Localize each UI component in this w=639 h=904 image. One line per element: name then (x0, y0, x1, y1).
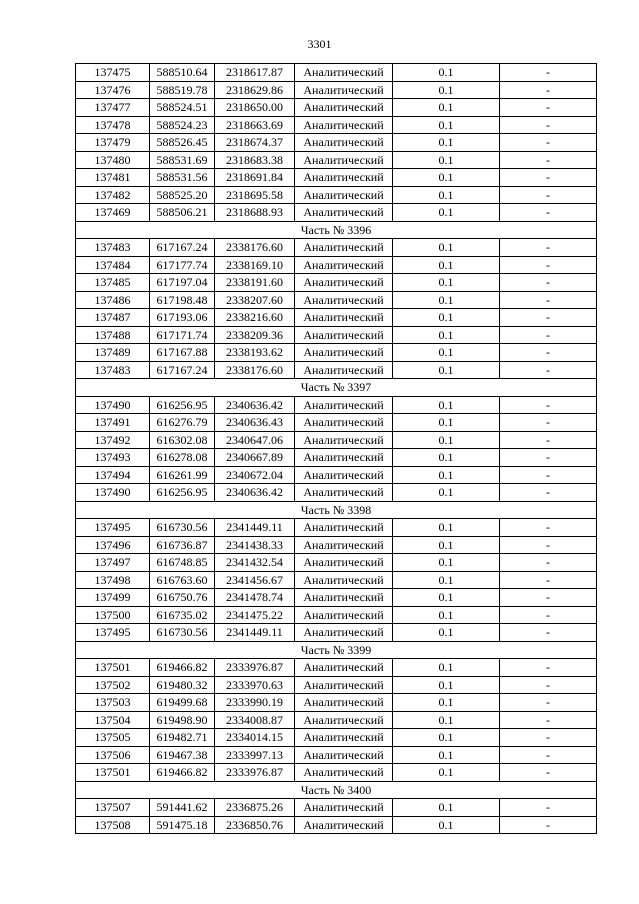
accuracy-cell: 0.1 (393, 64, 500, 82)
x-coordinate-cell: 617171.74 (150, 326, 215, 344)
y-coordinate-cell: 2333976.87 (215, 764, 295, 782)
x-coordinate-cell: 591475.18 (150, 816, 215, 834)
note-cell: - (500, 344, 597, 362)
point-number-cell: 137490 (76, 484, 150, 502)
table-row (76, 606, 597, 624)
table-row (76, 519, 597, 537)
y-coordinate-cell: 2338193.62 (215, 344, 295, 362)
point-number-cell: 137491 (76, 414, 150, 432)
y-coordinate-cell: 2338176.60 (215, 239, 295, 257)
table-row (76, 309, 597, 327)
method-cell: Аналитический (295, 186, 393, 204)
section-title: Часть № 3396 (76, 221, 597, 239)
method-cell: Аналитический (295, 519, 393, 537)
x-coordinate-cell: 588525.20 (150, 186, 215, 204)
note-cell: - (500, 519, 597, 537)
note-cell: - (500, 694, 597, 712)
table-row (76, 291, 597, 309)
table-row (76, 204, 597, 222)
note-cell: - (500, 291, 597, 309)
method-cell: Аналитический (295, 746, 393, 764)
coordinates-table-body (76, 64, 597, 834)
method-cell: Аналитический (295, 116, 393, 134)
accuracy-cell: 0.1 (393, 606, 500, 624)
x-coordinate-cell: 588510.64 (150, 64, 215, 82)
y-coordinate-cell: 2340667.89 (215, 449, 295, 467)
method-cell: Аналитический (295, 729, 393, 747)
method-cell: Аналитический (295, 624, 393, 642)
table-row (76, 186, 597, 204)
y-coordinate-cell: 2338169.10 (215, 256, 295, 274)
method-cell: Аналитический (295, 151, 393, 169)
x-coordinate-cell: 588506.21 (150, 204, 215, 222)
note-cell: - (500, 589, 597, 607)
accuracy-cell: 0.1 (393, 186, 500, 204)
note-cell: - (500, 361, 597, 379)
point-number-cell: 137483 (76, 239, 150, 257)
note-cell: - (500, 484, 597, 502)
note-cell: - (500, 151, 597, 169)
point-number-cell: 137498 (76, 571, 150, 589)
point-number-cell: 137494 (76, 466, 150, 484)
y-coordinate-cell: 2340636.43 (215, 414, 295, 432)
note-cell: - (500, 134, 597, 152)
point-number-cell: 137496 (76, 536, 150, 554)
y-coordinate-cell: 2318695.58 (215, 186, 295, 204)
method-cell: Аналитический (295, 816, 393, 834)
point-number-cell: 137501 (76, 764, 150, 782)
table-row (76, 694, 597, 712)
table-row (76, 816, 597, 834)
table-row (76, 449, 597, 467)
accuracy-cell: 0.1 (393, 291, 500, 309)
accuracy-cell: 0.1 (393, 396, 500, 414)
x-coordinate-cell: 588519.78 (150, 81, 215, 99)
x-coordinate-cell: 616750.76 (150, 589, 215, 607)
note-cell: - (500, 816, 597, 834)
point-number-cell: 137481 (76, 169, 150, 187)
x-coordinate-cell: 616302.08 (150, 431, 215, 449)
table-row (76, 589, 597, 607)
table-row (76, 659, 597, 677)
note-cell: - (500, 169, 597, 187)
accuracy-cell: 0.1 (393, 816, 500, 834)
note-cell: - (500, 309, 597, 327)
note-cell: - (500, 659, 597, 677)
x-coordinate-cell: 616730.56 (150, 624, 215, 642)
y-coordinate-cell: 2338209.36 (215, 326, 295, 344)
table-row (76, 361, 597, 379)
point-number-cell: 137482 (76, 186, 150, 204)
section-title: Часть № 3398 (76, 501, 597, 519)
x-coordinate-cell: 616261.99 (150, 466, 215, 484)
method-cell: Аналитический (295, 81, 393, 99)
table-row (76, 711, 597, 729)
point-number-cell: 137497 (76, 554, 150, 572)
x-coordinate-cell: 619466.82 (150, 764, 215, 782)
method-cell: Аналитический (295, 99, 393, 117)
note-cell: - (500, 99, 597, 117)
table-row (76, 274, 597, 292)
section-header-row (76, 781, 597, 799)
method-cell: Аналитический (295, 326, 393, 344)
accuracy-cell: 0.1 (393, 134, 500, 152)
y-coordinate-cell: 2340636.42 (215, 484, 295, 502)
y-coordinate-cell: 2318650.00 (215, 99, 295, 117)
accuracy-cell: 0.1 (393, 536, 500, 554)
y-coordinate-cell: 2318674.37 (215, 134, 295, 152)
method-cell: Аналитический (295, 309, 393, 327)
point-number-cell: 137483 (76, 361, 150, 379)
accuracy-cell: 0.1 (393, 729, 500, 747)
y-coordinate-cell: 2340647.06 (215, 431, 295, 449)
y-coordinate-cell: 2340636.42 (215, 396, 295, 414)
x-coordinate-cell: 619480.32 (150, 676, 215, 694)
method-cell: Аналитический (295, 659, 393, 677)
table-row (76, 746, 597, 764)
point-number-cell: 137486 (76, 291, 150, 309)
x-coordinate-cell: 616278.08 (150, 449, 215, 467)
section-header-row (76, 379, 597, 397)
point-number-cell: 137484 (76, 256, 150, 274)
note-cell: - (500, 571, 597, 589)
accuracy-cell: 0.1 (393, 799, 500, 817)
accuracy-cell: 0.1 (393, 589, 500, 607)
page-number: 3301 (307, 37, 332, 51)
accuracy-cell: 0.1 (393, 676, 500, 694)
note-cell: - (500, 204, 597, 222)
x-coordinate-cell: 619482.71 (150, 729, 215, 747)
accuracy-cell: 0.1 (393, 361, 500, 379)
y-coordinate-cell: 2341475.22 (215, 606, 295, 624)
method-cell: Аналитический (295, 414, 393, 432)
y-coordinate-cell: 2318629.86 (215, 81, 295, 99)
table-row (76, 799, 597, 817)
method-cell: Аналитический (295, 554, 393, 572)
y-coordinate-cell: 2318663.69 (215, 116, 295, 134)
method-cell: Аналитический (295, 256, 393, 274)
note-cell: - (500, 764, 597, 782)
table-row (76, 624, 597, 642)
method-cell: Аналитический (295, 571, 393, 589)
section-title: Часть № 3399 (76, 641, 597, 659)
x-coordinate-cell: 616256.95 (150, 484, 215, 502)
x-coordinate-cell: 617167.24 (150, 239, 215, 257)
x-coordinate-cell: 588524.23 (150, 116, 215, 134)
point-number-cell: 137477 (76, 99, 150, 117)
method-cell: Аналитический (295, 239, 393, 257)
table-row (76, 326, 597, 344)
accuracy-cell: 0.1 (393, 746, 500, 764)
method-cell: Аналитический (295, 396, 393, 414)
x-coordinate-cell: 588526.45 (150, 134, 215, 152)
y-coordinate-cell: 2336850.76 (215, 816, 295, 834)
point-number-cell: 137489 (76, 344, 150, 362)
table-row (76, 764, 597, 782)
table-row (76, 414, 597, 432)
table-row (76, 484, 597, 502)
point-number-cell: 137475 (76, 64, 150, 82)
x-coordinate-cell: 617193.06 (150, 309, 215, 327)
x-coordinate-cell: 617167.24 (150, 361, 215, 379)
y-coordinate-cell: 2333976.87 (215, 659, 295, 677)
point-number-cell: 137488 (76, 326, 150, 344)
accuracy-cell: 0.1 (393, 81, 500, 99)
accuracy-cell: 0.1 (393, 344, 500, 362)
note-cell: - (500, 676, 597, 694)
y-coordinate-cell: 2341432.54 (215, 554, 295, 572)
x-coordinate-cell: 619466.82 (150, 659, 215, 677)
y-coordinate-cell: 2318617.87 (215, 64, 295, 82)
method-cell: Аналитический (295, 361, 393, 379)
y-coordinate-cell: 2341456.67 (215, 571, 295, 589)
x-coordinate-cell: 616748.85 (150, 554, 215, 572)
table-row (76, 134, 597, 152)
x-coordinate-cell: 588531.69 (150, 151, 215, 169)
method-cell: Аналитический (295, 764, 393, 782)
note-cell: - (500, 414, 597, 432)
accuracy-cell: 0.1 (393, 309, 500, 327)
note-cell: - (500, 256, 597, 274)
accuracy-cell: 0.1 (393, 169, 500, 187)
y-coordinate-cell: 2318683.38 (215, 151, 295, 169)
method-cell: Аналитический (295, 274, 393, 292)
note-cell: - (500, 624, 597, 642)
method-cell: Аналитический (295, 694, 393, 712)
accuracy-cell: 0.1 (393, 624, 500, 642)
point-number-cell: 137485 (76, 274, 150, 292)
y-coordinate-cell: 2318691.84 (215, 169, 295, 187)
x-coordinate-cell: 619499.68 (150, 694, 215, 712)
note-cell: - (500, 449, 597, 467)
table-row (76, 256, 597, 274)
note-cell: - (500, 186, 597, 204)
section-header-row (76, 501, 597, 519)
accuracy-cell: 0.1 (393, 449, 500, 467)
accuracy-cell: 0.1 (393, 554, 500, 572)
note-cell: - (500, 746, 597, 764)
table-row (76, 344, 597, 362)
point-number-cell: 137495 (76, 624, 150, 642)
accuracy-cell: 0.1 (393, 431, 500, 449)
table-row (76, 64, 597, 82)
y-coordinate-cell: 2338216.60 (215, 309, 295, 327)
note-cell: - (500, 466, 597, 484)
note-cell: - (500, 239, 597, 257)
note-cell: - (500, 81, 597, 99)
note-cell: - (500, 64, 597, 82)
x-coordinate-cell: 619467.38 (150, 746, 215, 764)
table-row (76, 554, 597, 572)
point-number-cell: 137480 (76, 151, 150, 169)
method-cell: Аналитический (295, 431, 393, 449)
x-coordinate-cell: 619498.90 (150, 711, 215, 729)
point-number-cell: 137493 (76, 449, 150, 467)
method-cell: Аналитический (295, 606, 393, 624)
point-number-cell: 137500 (76, 606, 150, 624)
y-coordinate-cell: 2334008.87 (215, 711, 295, 729)
method-cell: Аналитический (295, 536, 393, 554)
method-cell: Аналитический (295, 344, 393, 362)
accuracy-cell: 0.1 (393, 326, 500, 344)
note-cell: - (500, 536, 597, 554)
table-row (76, 676, 597, 694)
table-row (76, 239, 597, 257)
method-cell: Аналитический (295, 291, 393, 309)
y-coordinate-cell: 2338191.60 (215, 274, 295, 292)
method-cell: Аналитический (295, 799, 393, 817)
point-number-cell: 137508 (76, 816, 150, 834)
x-coordinate-cell: 588524.51 (150, 99, 215, 117)
table-row (76, 151, 597, 169)
accuracy-cell: 0.1 (393, 764, 500, 782)
x-coordinate-cell: 617197.04 (150, 274, 215, 292)
point-number-cell: 137476 (76, 81, 150, 99)
point-number-cell: 137507 (76, 799, 150, 817)
note-cell: - (500, 116, 597, 134)
x-coordinate-cell: 617167.88 (150, 344, 215, 362)
accuracy-cell: 0.1 (393, 571, 500, 589)
note-cell: - (500, 799, 597, 817)
table-row (76, 116, 597, 134)
note-cell: - (500, 711, 597, 729)
method-cell: Аналитический (295, 169, 393, 187)
method-cell: Аналитический (295, 134, 393, 152)
y-coordinate-cell: 2333990.19 (215, 694, 295, 712)
y-coordinate-cell: 2341449.11 (215, 624, 295, 642)
y-coordinate-cell: 2336875.26 (215, 799, 295, 817)
table-row (76, 571, 597, 589)
table-row (76, 466, 597, 484)
accuracy-cell: 0.1 (393, 151, 500, 169)
table-row (76, 396, 597, 414)
y-coordinate-cell: 2338207.60 (215, 291, 295, 309)
point-number-cell: 137469 (76, 204, 150, 222)
table-row (76, 431, 597, 449)
x-coordinate-cell: 616763.60 (150, 571, 215, 589)
method-cell: Аналитический (295, 64, 393, 82)
accuracy-cell: 0.1 (393, 711, 500, 729)
table-row (76, 536, 597, 554)
x-coordinate-cell: 616276.79 (150, 414, 215, 432)
accuracy-cell: 0.1 (393, 239, 500, 257)
accuracy-cell: 0.1 (393, 116, 500, 134)
point-number-cell: 137505 (76, 729, 150, 747)
accuracy-cell: 0.1 (393, 694, 500, 712)
point-number-cell: 137479 (76, 134, 150, 152)
table-row (76, 99, 597, 117)
y-coordinate-cell: 2318688.93 (215, 204, 295, 222)
accuracy-cell: 0.1 (393, 414, 500, 432)
accuracy-cell: 0.1 (393, 659, 500, 677)
point-number-cell: 137503 (76, 694, 150, 712)
y-coordinate-cell: 2333970.63 (215, 676, 295, 694)
note-cell: - (500, 326, 597, 344)
method-cell: Аналитический (295, 676, 393, 694)
note-cell: - (500, 274, 597, 292)
x-coordinate-cell: 591441.62 (150, 799, 215, 817)
accuracy-cell: 0.1 (393, 466, 500, 484)
accuracy-cell: 0.1 (393, 256, 500, 274)
x-coordinate-cell: 588531.56 (150, 169, 215, 187)
point-number-cell: 137502 (76, 676, 150, 694)
table-row (76, 729, 597, 747)
x-coordinate-cell: 617198.48 (150, 291, 215, 309)
method-cell: Аналитический (295, 484, 393, 502)
note-cell: - (500, 554, 597, 572)
table-row (76, 81, 597, 99)
note-cell: - (500, 396, 597, 414)
accuracy-cell: 0.1 (393, 484, 500, 502)
y-coordinate-cell: 2334014.15 (215, 729, 295, 747)
point-number-cell: 137495 (76, 519, 150, 537)
method-cell: Аналитический (295, 204, 393, 222)
method-cell: Аналитический (295, 589, 393, 607)
point-number-cell: 137506 (76, 746, 150, 764)
y-coordinate-cell: 2333997.13 (215, 746, 295, 764)
section-header-row (76, 641, 597, 659)
y-coordinate-cell: 2341449.11 (215, 519, 295, 537)
x-coordinate-cell: 616256.95 (150, 396, 215, 414)
accuracy-cell: 0.1 (393, 204, 500, 222)
y-coordinate-cell: 2340672.04 (215, 466, 295, 484)
point-number-cell: 137487 (76, 309, 150, 327)
y-coordinate-cell: 2341478.74 (215, 589, 295, 607)
method-cell: Аналитический (295, 466, 393, 484)
note-cell: - (500, 431, 597, 449)
accuracy-cell: 0.1 (393, 99, 500, 117)
point-number-cell: 137504 (76, 711, 150, 729)
x-coordinate-cell: 616735.02 (150, 606, 215, 624)
accuracy-cell: 0.1 (393, 274, 500, 292)
point-number-cell: 137490 (76, 396, 150, 414)
y-coordinate-cell: 2338176.60 (215, 361, 295, 379)
x-coordinate-cell: 616736.87 (150, 536, 215, 554)
section-title: Часть № 3400 (76, 781, 597, 799)
point-number-cell: 137492 (76, 431, 150, 449)
x-coordinate-cell: 617177.74 (150, 256, 215, 274)
method-cell: Аналитический (295, 449, 393, 467)
note-cell: - (500, 606, 597, 624)
point-number-cell: 137478 (76, 116, 150, 134)
method-cell: Аналитический (295, 711, 393, 729)
accuracy-cell: 0.1 (393, 519, 500, 537)
section-header-row (76, 221, 597, 239)
point-number-cell: 137499 (76, 589, 150, 607)
x-coordinate-cell: 616730.56 (150, 519, 215, 537)
table-row (76, 169, 597, 187)
point-number-cell: 137501 (76, 659, 150, 677)
section-title: Часть № 3397 (76, 379, 597, 397)
y-coordinate-cell: 2341438.33 (215, 536, 295, 554)
coordinates-table (75, 63, 597, 834)
note-cell: - (500, 729, 597, 747)
